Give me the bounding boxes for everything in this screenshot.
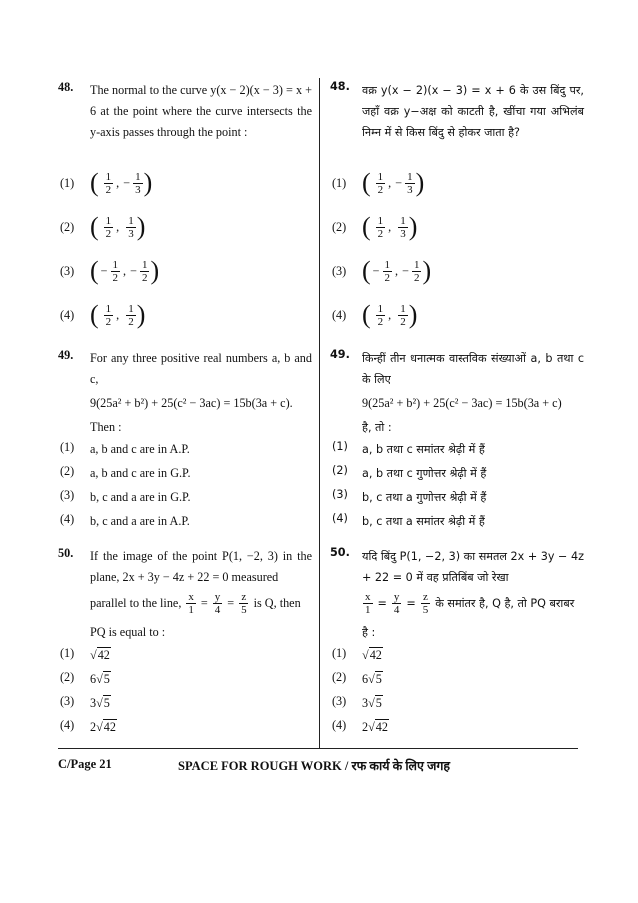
- frac-1: [376, 171, 386, 196]
- sqrt-sign: √: [96, 671, 103, 686]
- numerator: 1: [105, 214, 112, 227]
- option-label: (3): [60, 264, 75, 278]
- option-1: [58, 644, 314, 666]
- line-condition: $\frac{x}{1}$ = $\frac{y}{4}$ = $\frac{z}{5}$ के समांतर है, Q है, तो PQ बराबर: [365, 590, 575, 616]
- frac-2: [398, 215, 408, 240]
- option-radical: [90, 716, 117, 738]
- question-equation: 9(25a² + b²) + 25(c² − 3ac) = 15b(3a + c).: [90, 396, 293, 410]
- frac-x: $\frac{x}{1}$: [365, 590, 371, 616]
- sqrt-sign: √: [96, 719, 103, 734]
- frac-z: $\frac{z}{5}$: [241, 590, 247, 616]
- radicand: 5: [375, 696, 382, 710]
- comma: ,: [116, 219, 120, 234]
- question-text: If the image of the point P(1, −2, 3) in the plane, 2x + 3y − 4z + 22 = 0 measured: [90, 549, 312, 584]
- option-point: [362, 300, 417, 330]
- frac-2: [398, 303, 408, 328]
- frac-x: $\frac{x}{1}$: [188, 590, 194, 616]
- coefficient: 6: [90, 671, 97, 686]
- option-label: (1): [332, 440, 348, 453]
- option-label: (2): [332, 220, 347, 234]
- numerator: 1: [377, 170, 384, 183]
- question-number: 48.: [58, 80, 74, 94]
- denominator: 3: [128, 227, 134, 240]
- frac-2: [412, 259, 422, 284]
- option-1: [330, 644, 586, 666]
- radicand: 42: [97, 648, 110, 662]
- close-paren: ): [415, 168, 425, 197]
- option-4: [58, 300, 314, 330]
- question-text: किन्हीं तीन धनात्मक वास्तविक संख्याओं a, b तथा c के लिए: [362, 352, 584, 386]
- numerator: 1: [105, 170, 112, 183]
- coefficient: 2: [90, 719, 97, 734]
- page-number: C/Page 21: [58, 757, 112, 771]
- option-text: b, c and a are in A.P.: [90, 513, 190, 528]
- option-radical: [90, 692, 111, 714]
- question-then: है, तो :: [362, 421, 392, 434]
- question-text: वक्र y(x − 2)(x − 3) = x + 6 के उस बिंदु पर, जहाँ वक्र y−अक्ष को काटती है, खींचा गया अभिलंब निम्न में से किस बिंदु से होकर जाता है?: [362, 84, 584, 139]
- question-text: The normal to the curve y(x − 2)(x − 3) = x + 6 at the point where the curve intersects the y-axis passes through the point :: [90, 83, 312, 139]
- frac-2: [140, 259, 150, 284]
- question-text-end: PQ is equal to :: [90, 625, 166, 639]
- radicand: 5: [103, 672, 110, 686]
- question-number: 50.: [330, 546, 350, 559]
- open-paren: (: [362, 300, 371, 329]
- option-label: (2): [60, 464, 75, 478]
- coefficient: 3: [362, 695, 369, 710]
- close-paren: ): [408, 300, 418, 329]
- frac-z: $\frac{z}{5}$: [422, 590, 429, 616]
- comma: ,: [395, 263, 399, 278]
- option-4: [330, 300, 586, 330]
- option-2: [58, 212, 314, 242]
- numerator: 1: [128, 214, 134, 227]
- frac-2: [133, 171, 143, 196]
- option-2: [58, 462, 314, 484]
- option-radical: [362, 644, 383, 666]
- frac-y: $\frac{y}{4}$: [214, 590, 221, 616]
- frac-1: [376, 215, 386, 240]
- option-point: [90, 212, 145, 242]
- line-condition: parallel to the line, $\frac{x}{1}$ = $\frac{y}{4}$ = $\frac{z}{5}$ is Q, then: [90, 590, 301, 616]
- sqrt-sign: √: [96, 695, 103, 710]
- option-label: (2): [332, 464, 348, 477]
- option-3: [330, 486, 586, 508]
- sign-2: −: [402, 263, 409, 278]
- comma: ,: [116, 307, 120, 322]
- option-label: (3): [60, 488, 75, 502]
- denominator: 2: [377, 227, 384, 240]
- option-3: [330, 692, 586, 714]
- denominator: 2: [105, 183, 112, 196]
- question-number: 49.: [58, 348, 74, 362]
- comma: ,: [388, 219, 392, 234]
- rough-work-note: SPACE FOR ROUGH WORK / रफ कार्य के लिए जगह: [178, 759, 451, 773]
- option-1: [330, 168, 586, 198]
- option-radical: [362, 692, 383, 714]
- option-label: (1): [60, 440, 75, 454]
- sign-2: −: [123, 175, 131, 190]
- denominator: 2: [377, 183, 384, 196]
- denominator: 2: [141, 271, 148, 284]
- denominator: 2: [128, 315, 134, 328]
- option-radical: [90, 644, 111, 666]
- question-text: For any three positive real numbers a, b and c,: [90, 351, 312, 386]
- option-label: (3): [332, 264, 347, 278]
- close-paren: ): [136, 212, 146, 241]
- sign-2: −: [395, 175, 403, 190]
- numerator: 1: [413, 258, 420, 271]
- option-label: (4): [332, 512, 348, 525]
- close-paren: ): [136, 300, 146, 329]
- denominator: 2: [105, 315, 112, 328]
- open-paren: (: [90, 256, 99, 285]
- sqrt-sign: √: [362, 647, 369, 662]
- option-point: [90, 300, 145, 330]
- option-point: [362, 212, 417, 242]
- denominator: 3: [400, 227, 406, 240]
- option-label: (4): [60, 512, 75, 526]
- numerator: 1: [400, 302, 406, 315]
- sign-1: −: [372, 263, 380, 278]
- option-3: [58, 692, 314, 714]
- sqrt-sign: √: [368, 695, 375, 710]
- denominator: 2: [384, 271, 391, 284]
- footer-rule: [58, 748, 578, 749]
- numerator: 1: [384, 258, 391, 271]
- option-point: [362, 168, 424, 198]
- radicand: 42: [369, 648, 382, 662]
- option-label: (2): [60, 670, 75, 684]
- coefficient: 3: [90, 695, 97, 710]
- close-paren: ): [422, 256, 432, 285]
- radicand: 42: [103, 720, 116, 734]
- question-text: यदि बिंदु P(1, −2, 3) का समतल 2x + 3y − 4z + 22 = 0 में वह प्रतिबिंब जो रेखा: [362, 550, 584, 584]
- frac-1: [383, 259, 393, 284]
- option-3: [58, 256, 314, 286]
- open-paren: (: [362, 212, 371, 241]
- option-1: [58, 168, 314, 198]
- option-4: [330, 510, 586, 532]
- frac-1: [104, 215, 114, 240]
- option-label: (1): [332, 176, 347, 190]
- numerator: 1: [407, 170, 413, 183]
- option-text: a, b and c are in A.P.: [90, 441, 190, 456]
- numerator: 1: [105, 302, 112, 315]
- option-4: [58, 510, 314, 532]
- frac-y: $\frac{y}{4}$: [393, 590, 400, 616]
- denominator: 3: [407, 183, 413, 196]
- comma: ,: [123, 263, 127, 278]
- option-text: a, b and c are in G.P.: [90, 465, 191, 480]
- frac-1: [376, 303, 386, 328]
- radicand: 42: [375, 720, 388, 734]
- option-3: [58, 486, 314, 508]
- option-2: [330, 462, 586, 484]
- numerator: 1: [135, 170, 141, 183]
- option-text: a, b तथा c गुणोत्तर श्रेढ़ी में हैं: [362, 466, 487, 480]
- option-label: (1): [60, 646, 75, 660]
- sign-2: −: [130, 263, 137, 278]
- option-label: (4): [332, 308, 347, 322]
- coefficient: 2: [362, 719, 369, 734]
- option-point: [362, 256, 431, 286]
- numerator: 1: [141, 258, 148, 271]
- denominator: 2: [105, 227, 112, 240]
- option-3: [330, 256, 586, 286]
- numerator: 1: [377, 302, 384, 315]
- close-paren: ): [408, 212, 418, 241]
- frac-2: [126, 303, 136, 328]
- option-text: b, c तथा a गुणोत्तर श्रेढ़ी में हैं: [362, 490, 487, 504]
- option-4: [330, 716, 586, 738]
- question-number: 48.: [330, 80, 350, 93]
- denominator: 3: [135, 183, 141, 196]
- comma: ,: [388, 307, 392, 322]
- radicand: 5: [103, 696, 110, 710]
- option-1: [330, 438, 586, 460]
- option-2: [330, 212, 586, 242]
- frac-2: [126, 215, 136, 240]
- column-divider: [319, 78, 320, 748]
- option-2: [58, 668, 314, 690]
- line-text-post: is Q, then: [253, 595, 301, 610]
- option-1: [58, 438, 314, 460]
- open-paren: (: [90, 168, 99, 197]
- sqrt-sign: √: [368, 719, 375, 734]
- radicand: 5: [375, 672, 382, 686]
- question-number: 50.: [58, 546, 74, 560]
- comma: ,: [116, 175, 120, 190]
- close-paren: ): [143, 168, 153, 197]
- question-text-end: है :: [362, 626, 376, 639]
- sqrt-sign: √: [368, 671, 375, 686]
- option-label: (4): [60, 718, 75, 732]
- option-label: (3): [332, 488, 348, 501]
- option-radical: [90, 668, 111, 690]
- option-label: (1): [332, 646, 347, 660]
- sign-1: −: [100, 263, 108, 278]
- numerator: 1: [377, 214, 384, 227]
- option-4: [58, 716, 314, 738]
- option-text: a, b तथा c समांतर श्रेढ़ी में हैं: [362, 442, 485, 456]
- option-radical: [362, 716, 389, 738]
- option-label: (3): [60, 694, 75, 708]
- open-paren: (: [362, 256, 371, 285]
- question-number: 49.: [330, 348, 350, 361]
- denominator: 2: [112, 271, 119, 284]
- option-point: [90, 256, 159, 286]
- denominator: 2: [400, 315, 406, 328]
- open-paren: (: [362, 168, 371, 197]
- frac-2: [405, 171, 415, 196]
- coefficient: 6: [362, 671, 369, 686]
- numerator: 1: [112, 258, 119, 271]
- option-2: [330, 668, 586, 690]
- comma: ,: [388, 175, 392, 190]
- option-text: b, c and a are in G.P.: [90, 489, 191, 504]
- open-paren: (: [90, 300, 99, 329]
- option-radical: [362, 668, 383, 690]
- frac-1: [104, 303, 114, 328]
- option-label: (2): [332, 670, 347, 684]
- close-paren: ): [150, 256, 160, 285]
- frac-1: [111, 259, 121, 284]
- option-label: (4): [60, 308, 75, 322]
- open-paren: (: [90, 212, 99, 241]
- frac-1: [104, 171, 114, 196]
- denominator: 2: [377, 315, 384, 328]
- option-text: b, c तथा a समांतर श्रेढ़ी में हैं: [362, 514, 485, 528]
- sqrt-sign: √: [90, 647, 97, 662]
- option-label: (1): [60, 176, 75, 190]
- denominator: 2: [413, 271, 420, 284]
- numerator: 1: [128, 302, 134, 315]
- option-point: [90, 168, 152, 198]
- line-text-post: के समांतर है, Q है, तो PQ बराबर: [435, 596, 575, 610]
- line-text-pre: parallel to the line,: [90, 595, 182, 610]
- question-equation: 9(25a² + b²) + 25(c² − 3ac) = 15b(3a + c): [362, 396, 562, 410]
- option-label: (3): [332, 694, 347, 708]
- option-label: (4): [332, 718, 347, 732]
- numerator: 1: [400, 214, 406, 227]
- question-then: Then :: [90, 420, 122, 434]
- option-label: (2): [60, 220, 75, 234]
